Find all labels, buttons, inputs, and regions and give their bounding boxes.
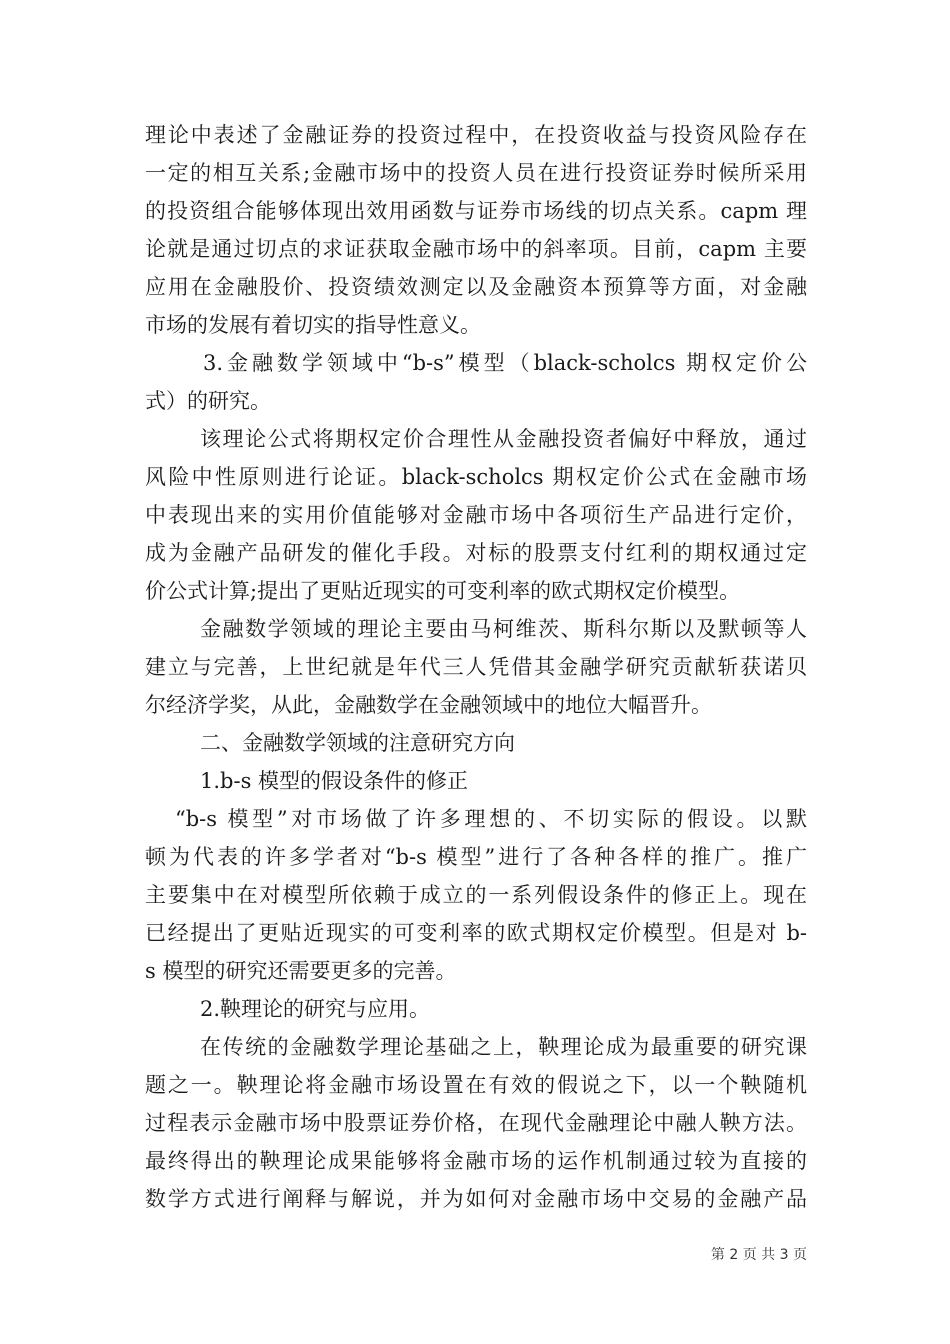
text-line: “b-s 模型”对市场做了许多理想的、不切实际的假设。以默 — [175, 807, 807, 831]
text-line: 过程表示金融市场中股票证券价格，在现代金融理论中融人鞅方法。 — [145, 1111, 807, 1135]
text-line: 题之一。鞅理论将金融市场设置在有效的假说之下，以一个鞅随机 — [145, 1073, 807, 1097]
text-line: 已经提出了更贴近现实的可变利率的欧式期权定价模型。但是对 b- — [145, 921, 807, 945]
text-line: 数学方式进行阐释与解说，并为如何对金融市场中交易的金融产品 — [145, 1187, 807, 1211]
page-number: 第 2 页 共 3 页 — [710, 1247, 807, 1263]
text-line: 金融数学领域的理论主要由马柯维茨、斯科尔斯以及默顿等人 — [200, 617, 807, 641]
text-line: 价公式计算;提出了更贴近现实的可变利率的欧式期权定价模型。 — [145, 579, 741, 603]
text-line: 理论中表述了金融证券的投资过程中，在投资收益与投资风险存在 — [145, 123, 807, 147]
text-line: 该理论公式将期权定价合理性从金融投资者偏好中释放，通过 — [200, 427, 807, 451]
text-line: 尔经济学奖，从此，金融数学在金融领域中的地位大幅晋升。 — [145, 693, 712, 717]
text-line: 风险中性原则进行论证。black-scholcs 期权定价公式在金融市场 — [145, 465, 807, 489]
text-line: 在传统的金融数学理论基础之上，鞅理论成为最重要的研究课 — [200, 1035, 807, 1059]
text-line: 市场的发展有着切实的指导性意义。 — [145, 313, 481, 337]
text-line: 成为金融产品研发的催化手段。对标的股票支付红利的期权通过定 — [145, 541, 807, 565]
text-line: 顿为代表的许多学者对“b-s 模型”进行了各种各样的推广。推广 — [145, 845, 807, 869]
text-line: 中表现出来的实用价值能够对金融市场中各项衍生产品进行定价， — [145, 503, 807, 527]
text-line: 3.金融数学领域中“b-s”模型（black-scholcs 期权定价公 — [203, 351, 807, 375]
text-line: 建立与完善，上世纪就是年代三人凭借其金融学研究贡献斩获诺贝 — [145, 655, 807, 679]
text-line: 2.鞅理论的研究与应用。 — [200, 997, 431, 1021]
text-line: 一定的相互关系;金融市场中的投资人员在进行投资证券时候所采用 — [145, 161, 807, 185]
text-line: 式）的研究。 — [145, 389, 271, 413]
text-line: 的投资组合能够体现出效用函数与证券市场线的切点关系。capm 理 — [145, 199, 807, 223]
text-line: 应用在金融股价、投资绩效测定以及金融资本预算等方面，对金融 — [145, 275, 807, 299]
text-line: 论就是通过切点的求证获取金融市场中的斜率项。目前，capm 主要 — [145, 237, 807, 261]
text-line: 最终得出的鞅理论成果能够将金融市场的运作机制通过较为直接的 — [145, 1149, 807, 1173]
text-line: s 模型的研究还需要更多的完善。 — [145, 959, 457, 983]
text-line: 二、金融数学领域的注意研究方向 — [200, 731, 515, 755]
text-line: 主要集中在对模型所依赖于成立的一系列假设条件的修正上。现在 — [145, 883, 807, 907]
text-line: 1.b-s 模型的假设条件的修正 — [200, 769, 469, 793]
